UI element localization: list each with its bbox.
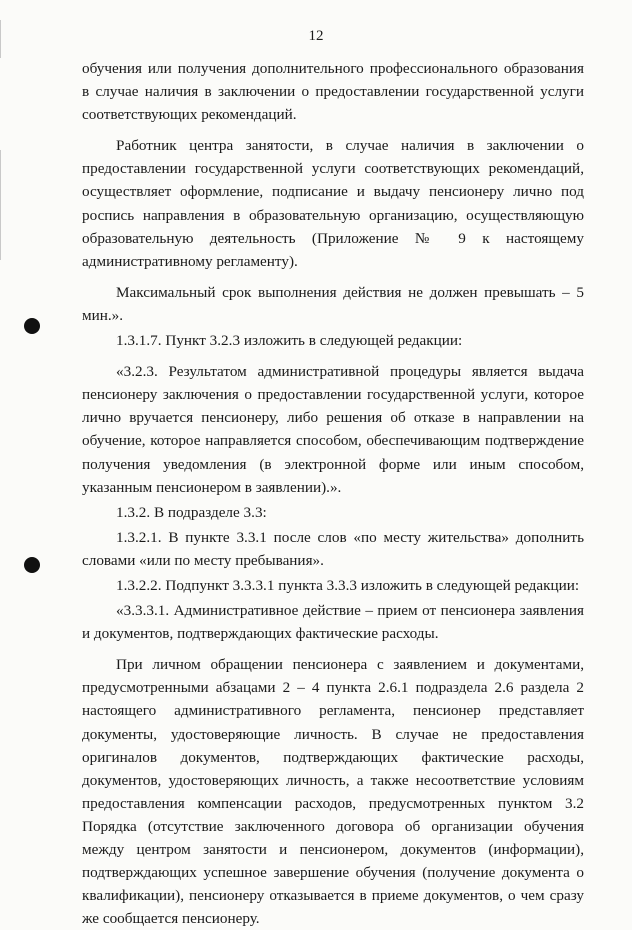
document-body — [82, 57, 584, 930]
binder-hole-top — [24, 318, 40, 334]
scan-edge-middle — [0, 150, 1, 260]
paragraph-4: 1.3.1.7. Пункт 3.2.3 изложить в следующей редакции: — [116, 332, 463, 350]
page-number: 12 — [308, 28, 324, 44]
paragraph-3: Максимальный срок выполнения действия не должен превышать – 5 мин.». — [82, 283, 584, 324]
paragraph-10: При личном обращении пенсионера с заявлением и документами, предусмотренными абзацами 2 – 4 пункта 2.6.1 подраздела 2.6 раздела 2 настоящего административного регламента, пенсионер представляет документы, удостоверяющие личность. В случае не предоставления оригиналов документов, подтверждающих фактические расходы, документов, удостоверяющих личность, а также несоответствие условиям предоставления компенсации расходов, предусмотренных пунктом 3.2 Порядка (отсутствие заключенного договора об организации обучения между центром занятости и пенсионером, документов (информации), подтверждающих успешное завершение обучения (получение документа о квалификации), пенсионеру отказывается в приеме документов, о чем сразу же сообщается пенсионеру. — [82, 656, 584, 928]
paragraph-1: обучения или получения дополнительного профессионального образования в случае наличия в заключении о предоставлении государственной услуги соответствующих рекомендаций. — [82, 60, 584, 124]
paragraph-9: «3.3.3.1. Административное действие – прием от пенсионера заявления и документов, подтверждающих фактические расходы. — [82, 602, 584, 643]
paragraph-7: 1.3.2.1. В пункте 3.3.1 после слов «по месту жительства» дополнить словами «или по месту пребывания». — [82, 528, 584, 569]
binder-hole-bottom — [24, 557, 40, 573]
paragraph-2: Работник центра занятости, в случае наличия в заключении о предоставлении государственной услуги соответствующих рекомендаций, осуществляет оформление, подписание и выдачу пенсионеру лично под роспись направления в образовательную организацию, осуществляющую образовательную деятельность (Приложение № 9 к настоящему административному регламенту). — [82, 137, 584, 270]
paragraph-5: «3.2.3. Результатом административной процедуры является выдача пенсионеру заключения о предоставлении государственной услуги, которое лично вручается пенсионеру, либо решения об отказе в направлении на обучение, которое направляется способом, обеспечивающим подтверждение получения уведомления (в электронной форме или иным способом, указанным пенсионером в заявлении).». — [82, 363, 584, 496]
paragraph-8: 1.3.2.2. Подпункт 3.3.3.1 пункта 3.3.3 изложить в следующей редакции: — [116, 576, 580, 594]
paragraph-6: 1.3.2. В подразделе 3.3: — [116, 503, 267, 521]
